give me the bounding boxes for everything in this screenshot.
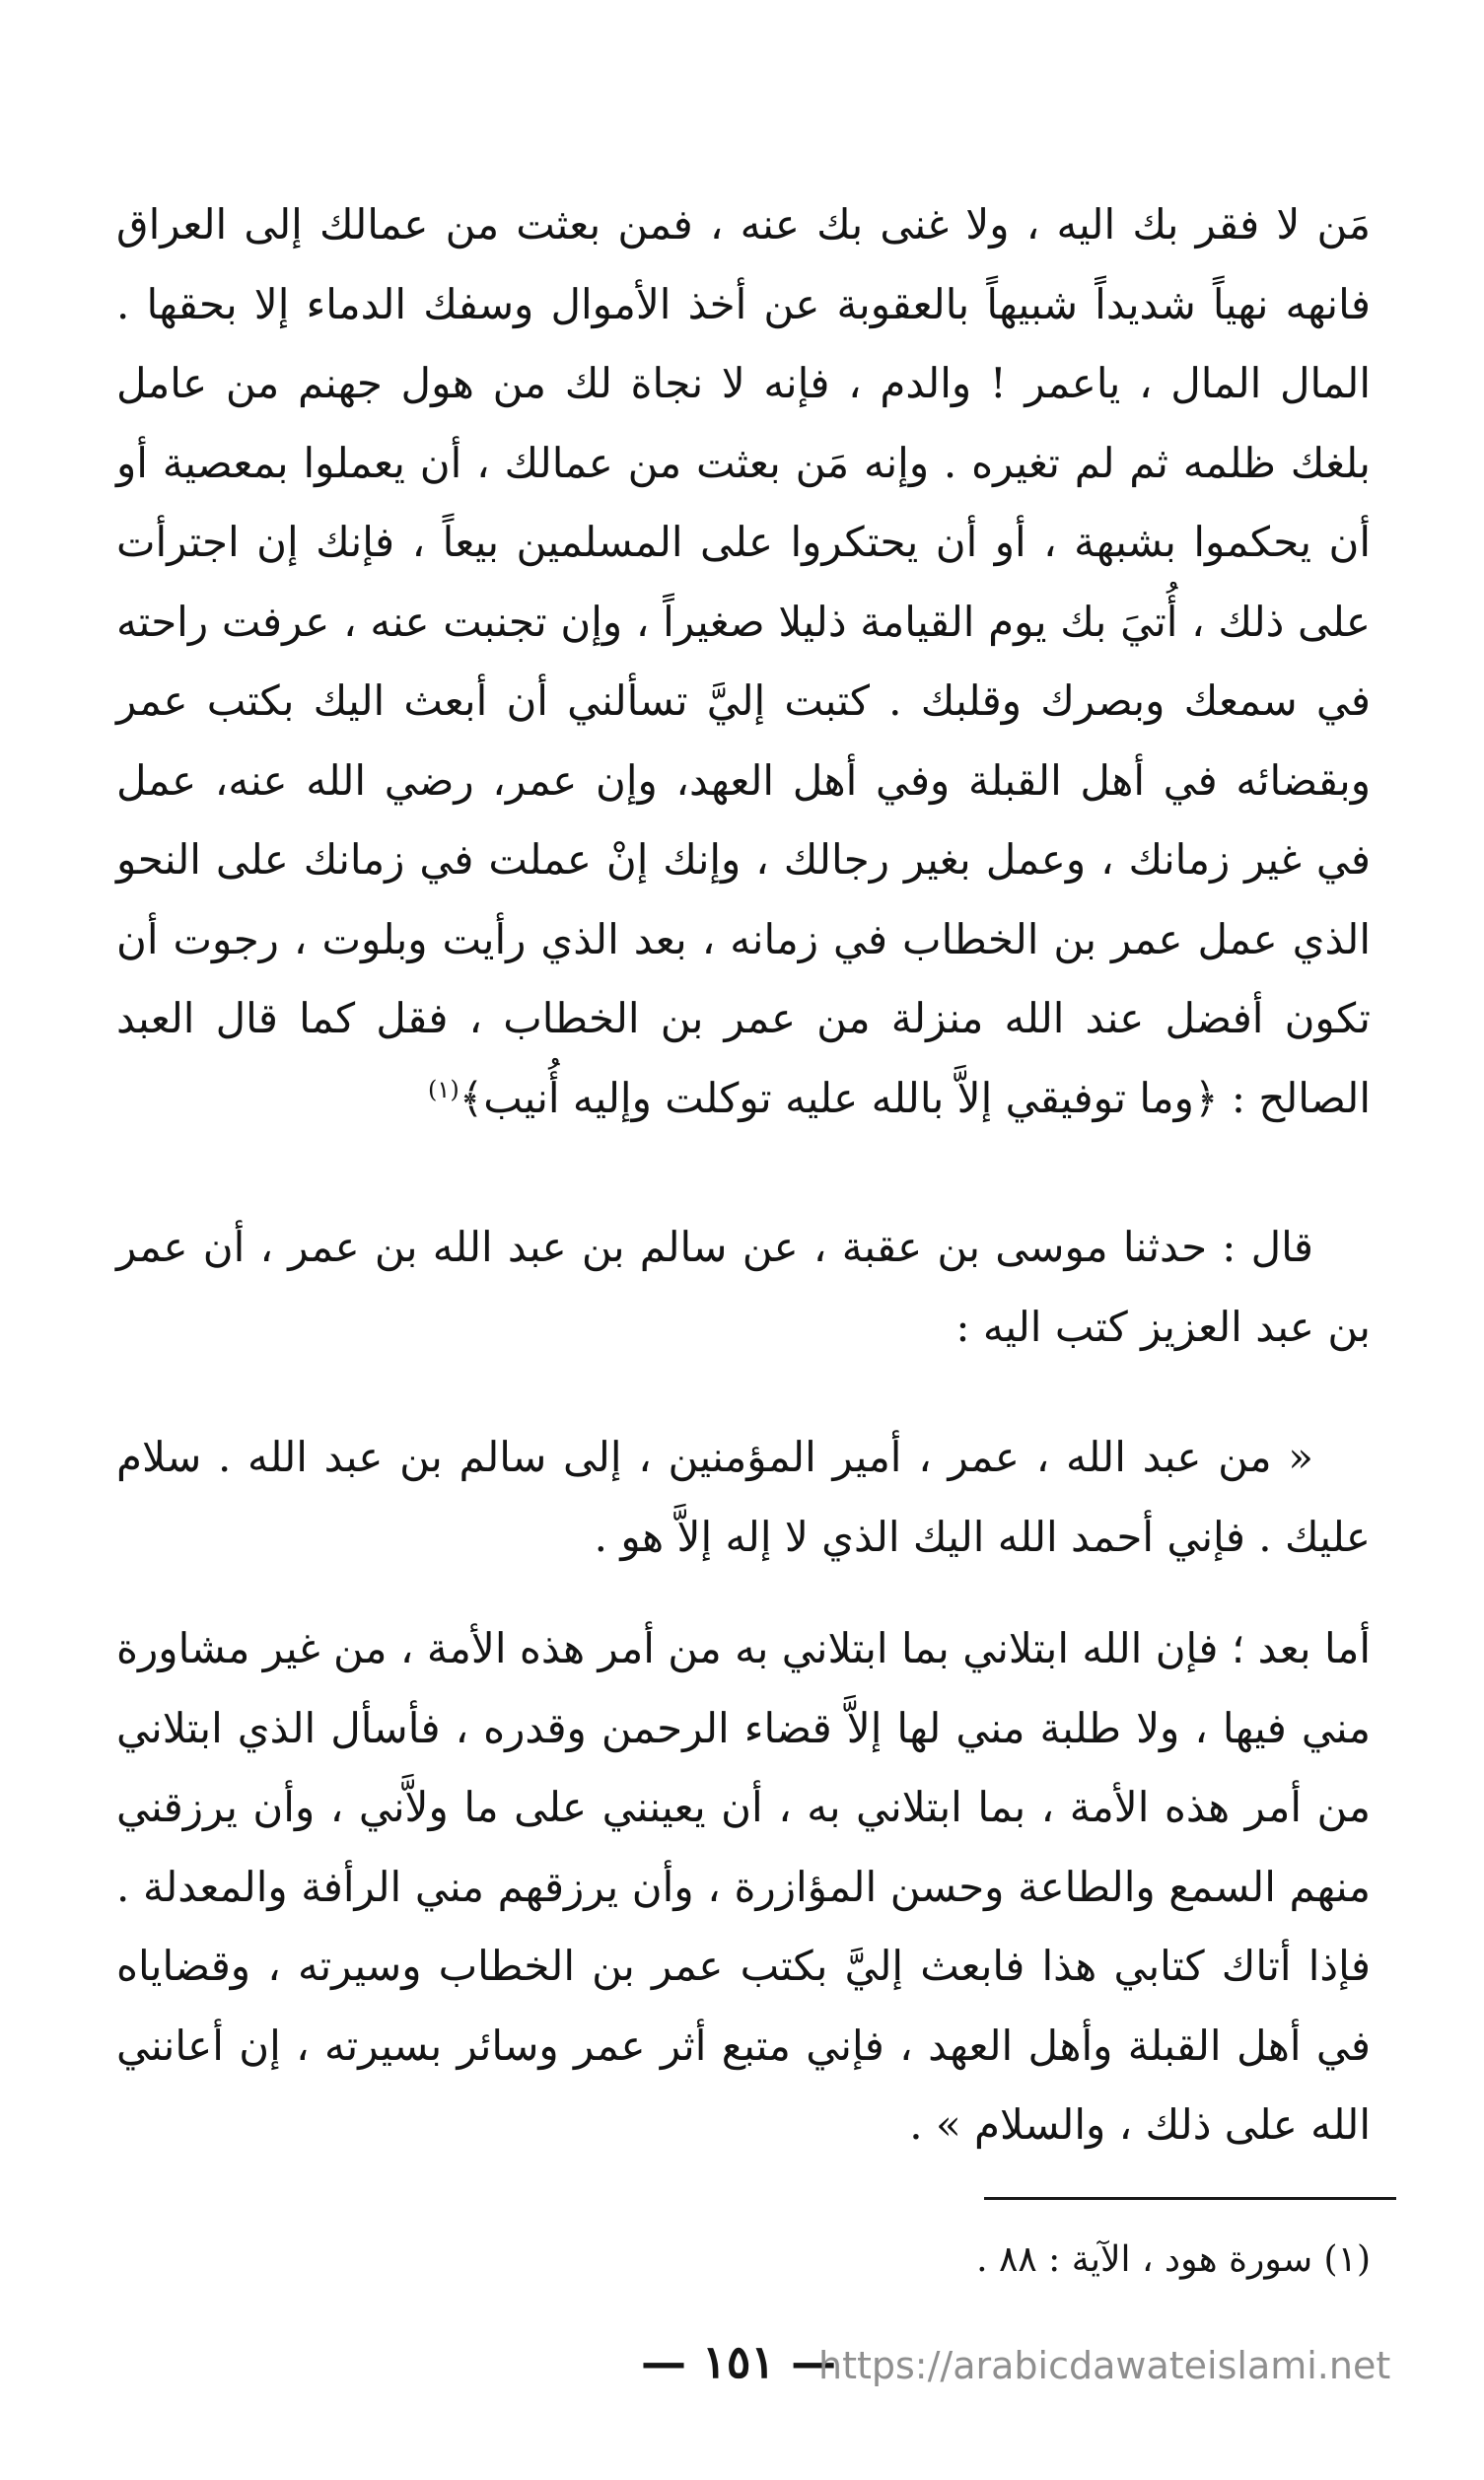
page-number: — ١٥١ — <box>641 2335 837 2388</box>
footnote <box>116 2231 1371 2290</box>
footnote-reference-mark: (١) <box>428 1075 459 1103</box>
paragraph-1-text: مَن لا فقر بك اليه ، ولا غنى بك عنه ، فمن بعثت من عمالك إلى العراق فانهه نهياً شديداً شبيهاً بالعقوبة عن أخذ الأموال وسفك الدماء إلا بحقها . المال المال ، ياعمر ! والدم ، فإنه لا نجاة لك من هول جهنم من عامل بلغك ظلمه ثم لم تغيره . وإنه مَن بعثت من عمالك ، أن يعملوا بمعصية أو أن يحكموا بشبهة ، أو أن يحتكروا على المسلمين بيعاً ، فإنك إن اجترأت على ذلك ، أُتيَ بك يوم القيامة ذليلا صغيراً ، وإن تجنبت عنه ، عرفت راحته في سمعك وبصرك وقلبك . كتبت إليَّ تسألني أن أبعث اليك بكتب عمر وبقضائه في أهل القبلة وفي أهل العهد، وإن عمر، رضي الله عنه، عمل في غير زمانك ، وعمل بغير رجالك ، وإنك إنْ عملت في زمانك على النحو الذي عمل عمر بن الخطاب في زمانه ، بعد الذي رأيت وبلوت ، رجوت أن تكون أفضل عند الله منزلة من عمر بن الخطاب ، فقل كما قال العبد الصالح : ﴿وما توفيقي إلاَّ بالله عليه توكلت وإليه أُنيب﴾ <box>116 200 1371 1122</box>
body-paragraph-4 <box>116 1609 1371 2165</box>
footnote-divider <box>984 2197 1396 2200</box>
paragraph-4-text: أما بعد ؛ فإن الله ابتلاني بما ابتلاني به من أمر هذه الأمة ، من غير مشاورة مني فيها ، ولا طلبة مني لها إلاَّ قضاء الرحمن وقدره ، فأسأل الذي ابتلاني من أمر هذه الأمة ، بما ابتلاني به ، أن يعينني على ما ولاَّني ، وأن يرزقني منهم السمع والطاعة وحسن المؤازرة ، وأن يرزقهم مني الرأفة والمعدلة . فإذا أتاك كتابي هذا فابعث إليَّ بكتب عمر بن الخطاب وسيرته ، وقضاياه في أهل القبلة وأهل العهد ، فإني متبع أثر عمر وسائر بسيرته ، إن أعانني الله على ذلك ، والسلام » . <box>116 1624 1371 2149</box>
page-footer <box>552 2332 1420 2391</box>
paragraph-3-text: « من عبد الله ، عمر ، أمير المؤمنين ، إلى سالم بن عبد الله . سلام عليك . فإني أحمد الله اليك الذي لا إله إلاَّ هو . <box>116 1433 1371 1561</box>
body-paragraph-2 <box>116 1208 1371 1367</box>
body-paragraph-3 <box>116 1418 1371 1577</box>
body-paragraph-1 <box>116 185 1371 1138</box>
paragraph-2-text: قال : حدثنا موسى بن عقبة ، عن سالم بن عبد الله بن عمر ، أن عمر بن عبد العزيز كتب اليه : <box>116 1223 1371 1351</box>
footnote-text: (١) سورة هود ، الآية : ٨٨ . <box>976 2239 1371 2280</box>
watermark-url: https://arabicdawateislami.net <box>818 2344 1391 2387</box>
